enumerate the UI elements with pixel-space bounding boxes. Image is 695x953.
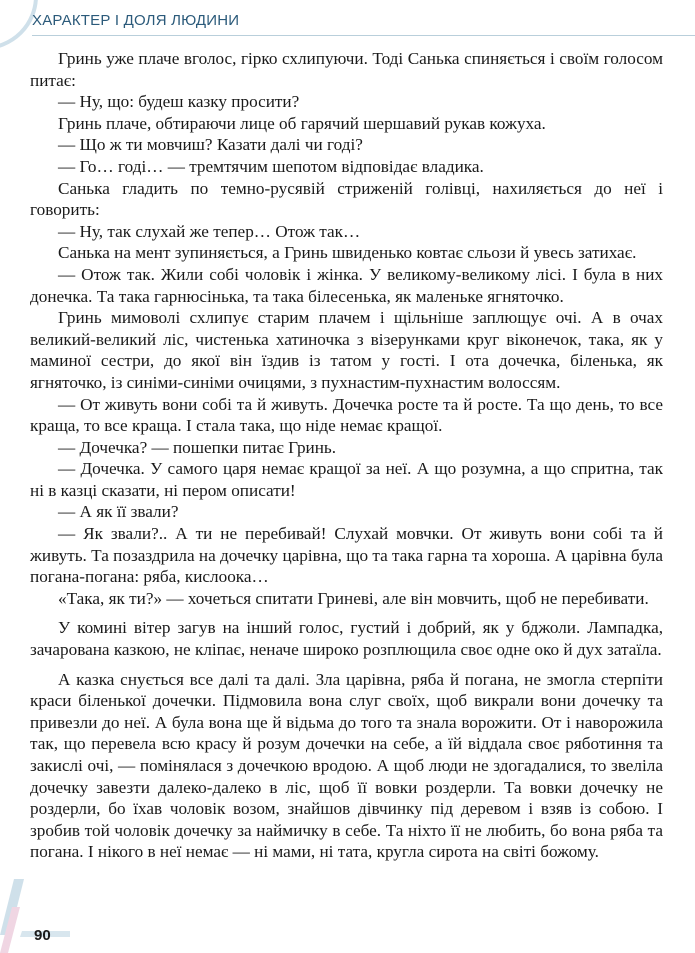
main-text	[30, 48, 663, 863]
header-divider	[32, 35, 695, 36]
paragraph: Санька гладить по темно-русявій стриженій голівці, нахиляється до неї і говорить:	[30, 178, 663, 220]
paragraph: Гринь уже плаче вголос, гірко схлипуючи. Тоді Санька спиняється і своїм голосом питає:	[30, 49, 663, 90]
section-title: ХАРАКТЕР І ДОЛЯ ЛЮДИНИ	[32, 12, 240, 29]
paragraph: — Дочечка. У самого царя немає кращої за неї. А що розумна, а що спритна, так ні в казці сказати, ні пером описати!	[30, 459, 663, 500]
paragraph: А казка снується все далі та далі. Зла царівна, ряба й погана, не змогла стерпіти краси біленької дочечки. Підмовила вона слуг своїх, щоб викрали вони дочечку та привезли до неї. А була вона ще й відьма до того та знала ворожити. От і наворожила так, що перевела всю красу й розум дочечки на себе, а їй віддала своє ряботиння та закислі очі, — помінялася з дочечкою вродою. А щоб люди не здогадалися, то звеліла дочечку завезти далеко-далеко в ліс, щоб її вовки роздерли. Та вовки дочечку не роздерли, бо їхав чоловік возом, знайшов дівчинку під деревом і взяв із собою. І зробив той чоловік дочечку за наймичку в себе. Та ніхто її не любить, бо вона ряба та погана. І нікого в неї немає — ні мами, ні тата, кругла сирота на світі божому.	[30, 669, 663, 862]
paragraph: Гринь мимоволі схлипує старим плачем і щільніше заплющує очі. А в очах великий-великий ліс, чистенька хатиночка з візерунками круг віконечок, така, як у маминої сестри, до якої він їздив із татом у гості. І ота дочечка, біленька, як ягняточко, із синіми-синіми очицями, з пухнастим-пухнастим волоссям.	[30, 308, 663, 392]
paragraph: «Така, як ти?» — хочеться спитати Гриневі, але він мовчить, щоб не перебивати.	[58, 588, 649, 608]
paragraph: — Ну, так слухай же тепер… Отож так…	[58, 221, 361, 241]
paragraph: У комині вітер загув на інший голос, густий і добрий, як у бджоли. Лампадка, зачарована казкою, не кліпає, неначе широко розплющила своє одне око й дух затаїла.	[30, 618, 663, 660]
paragraph: Гринь плаче, обтираючи лице об гарячий шершавий рукав кожуха.	[58, 113, 546, 133]
paragraph: — Як звали?.. А ти не перебивай! Слухай мовчки. От живуть вони собі та й живуть. Та позаздрила на дочечку царівна, що та така гарна та хороша. А царівна була погана-погана: ряба, кислоока…	[30, 524, 663, 587]
paragraph: — Ну, що: будеш казку просити?	[58, 92, 300, 112]
paragraph: — Го… годі… — тремтячим шепотом відповідає владика.	[58, 156, 484, 176]
paragraph: — Отож так. Жили собі чоловік і жінка. У великому-великому лісі. І була в них донечка. Та така гарнюсінька, та така білесенька, як маленьке ягняточко.	[30, 264, 663, 306]
paragraph: Санька на мент зупиняється, а Гринь швиденько ковтає сльози й увесь затихає.	[58, 243, 637, 263]
paragraph: — От живуть вони собі та й живуть. Дочечка росте та й росте. Та що день, то все краща, то все краща. І стала така, що ніде немає кращої.	[30, 394, 663, 436]
running-header	[32, 12, 695, 36]
paragraph: — Що ж ти мовчиш? Казати далі чи годі?	[58, 135, 363, 155]
paragraph: — А як її звали?	[58, 502, 179, 522]
page-number: 90	[34, 927, 51, 944]
paragraph: — Дочечка? — пошепки питає Гринь.	[58, 437, 337, 457]
